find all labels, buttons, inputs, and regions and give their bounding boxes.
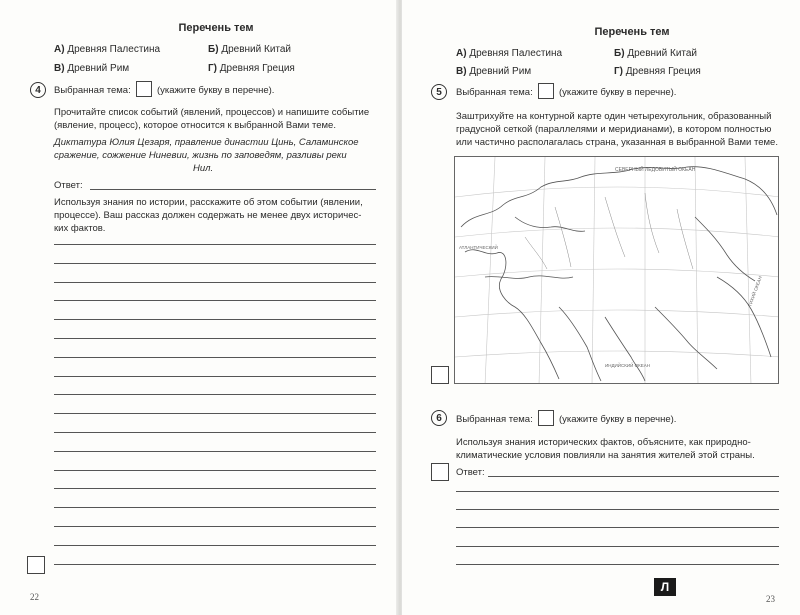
map-label-atlantic: АТЛАНТИЧЕСКИЙ bbox=[459, 245, 498, 250]
topic-g: Г) Древняя Греция bbox=[208, 63, 295, 74]
topic-v: В) Древний Рим bbox=[54, 63, 130, 74]
publisher-logo: Л bbox=[654, 578, 676, 596]
chosen-topic-hint: (укажите букву в перечне). bbox=[157, 85, 275, 96]
writing-line[interactable] bbox=[54, 338, 376, 339]
writing-line[interactable] bbox=[54, 564, 376, 565]
instruction-line-2: (явление, процесс), которое относится к выбранной Вами теме. bbox=[54, 120, 336, 131]
writing-line[interactable] bbox=[54, 282, 376, 283]
answer-line[interactable] bbox=[90, 189, 376, 190]
writing-line[interactable] bbox=[54, 507, 376, 508]
story-line-1: Используя знания по истории, расскажите об этом событии (явлении, bbox=[54, 197, 363, 208]
left-page bbox=[0, 0, 398, 615]
writing-line[interactable] bbox=[456, 527, 779, 528]
map-label-indian: ИНДИЙСКИЙ ОКЕАН bbox=[605, 363, 650, 368]
events-line-2: сражение, сожжение Ниневии, жизнь по заповедям, разливы реки bbox=[54, 150, 347, 161]
topic-g: Г) Древняя Греция bbox=[614, 66, 701, 77]
writing-line[interactable] bbox=[54, 545, 376, 546]
chosen-topic-label: Выбранная тема: bbox=[54, 85, 131, 96]
coastlines bbox=[461, 167, 777, 381]
chosen-topic-hint: (укажите букву в перечне). bbox=[559, 87, 677, 98]
task5-line-2: градусной сеткой (параллелями и меридианами), в котором полностью bbox=[456, 124, 772, 135]
task6-line-1: Используя знания исторических фактов, объясните, как природно- bbox=[456, 437, 751, 448]
writing-line[interactable] bbox=[54, 432, 376, 433]
map-label-pacific: ТИХИЙ ОКЕАН bbox=[747, 275, 763, 308]
story-line-2: процессе). Ваш рассказ должен содержать не менее двух историчес- bbox=[54, 210, 362, 221]
topic-a: А) Древняя Палестина bbox=[456, 48, 563, 59]
writing-line[interactable] bbox=[456, 491, 779, 492]
story-line-3: ких фактов. bbox=[54, 223, 106, 234]
writing-line[interactable] bbox=[54, 319, 376, 320]
writing-line[interactable] bbox=[456, 546, 779, 547]
writing-line[interactable] bbox=[54, 394, 376, 395]
writing-line[interactable] bbox=[54, 357, 376, 358]
page-number-left: 22 bbox=[30, 592, 39, 602]
score-box-left[interactable] bbox=[27, 556, 45, 574]
answer-label: Ответ: bbox=[54, 180, 83, 191]
score-box-task6[interactable] bbox=[431, 463, 449, 481]
writing-line[interactable] bbox=[54, 300, 376, 301]
task-number-5: 5 bbox=[431, 84, 447, 100]
topic-v: В) Древний Рим bbox=[456, 66, 532, 77]
writing-line[interactable] bbox=[54, 263, 376, 264]
task-number-6: 6 bbox=[431, 410, 447, 426]
instruction-line-1: Прочитайте список событий (явлений, процессов) и напишите событие bbox=[54, 107, 370, 118]
writing-line[interactable] bbox=[54, 376, 376, 377]
writing-line[interactable] bbox=[456, 564, 779, 565]
contour-map-drawing bbox=[455, 157, 779, 384]
chosen-topic-label-6: Выбранная тема: bbox=[456, 414, 533, 425]
events-line-1: Диктатура Юлия Цезаря, правление династии Цинь, Саламинское bbox=[54, 137, 359, 148]
map-label-arctic: СЕВЕРНЫЙ ЛЕДОВИТЫЙ ОКЕАН bbox=[615, 167, 696, 173]
topic-b: Б) Древний Китай bbox=[208, 44, 292, 55]
topic-a: А) Древняя Палестина bbox=[54, 44, 161, 55]
task5-line-3: или частично располагалась страна, указанная в выбранной Вами теме. bbox=[456, 137, 778, 148]
writing-line[interactable] bbox=[54, 413, 376, 414]
writing-line[interactable] bbox=[54, 470, 376, 471]
writing-line[interactable] bbox=[456, 509, 779, 510]
writing-line[interactable] bbox=[54, 488, 376, 489]
chosen-topic-box[interactable] bbox=[538, 83, 554, 99]
task5-line-1: Заштрихуйте на контурной карте один четырехугольник, образованный bbox=[456, 111, 772, 122]
chosen-topic-label: Выбранная тема: bbox=[456, 87, 533, 98]
right-page bbox=[402, 0, 800, 615]
writing-line[interactable] bbox=[54, 451, 376, 452]
score-box-map[interactable] bbox=[431, 366, 449, 384]
rivers bbox=[525, 193, 693, 269]
topic-b: Б) Древний Китай bbox=[614, 48, 698, 59]
answer-label-6: Ответ: bbox=[456, 467, 485, 478]
topic-list-title: Перечень тем bbox=[594, 26, 670, 38]
graticule bbox=[455, 157, 779, 384]
task-number-4: 4 bbox=[30, 82, 46, 98]
events-line-3: Нил. bbox=[193, 163, 214, 174]
contour-map[interactable] bbox=[454, 156, 779, 384]
answer-line-6[interactable] bbox=[488, 476, 779, 477]
topic-list-title: Перечень тем bbox=[178, 22, 254, 34]
writing-line[interactable] bbox=[54, 526, 376, 527]
chosen-topic-hint-6: (укажите букву в перечне). bbox=[559, 414, 677, 425]
page-number-right: 23 bbox=[766, 594, 775, 604]
chosen-topic-box[interactable] bbox=[136, 81, 152, 97]
chosen-topic-box-6[interactable] bbox=[538, 410, 554, 426]
writing-line[interactable] bbox=[54, 244, 376, 245]
task6-line-2: климатические условия повлияли на занятия жителей этой страны. bbox=[456, 450, 755, 461]
